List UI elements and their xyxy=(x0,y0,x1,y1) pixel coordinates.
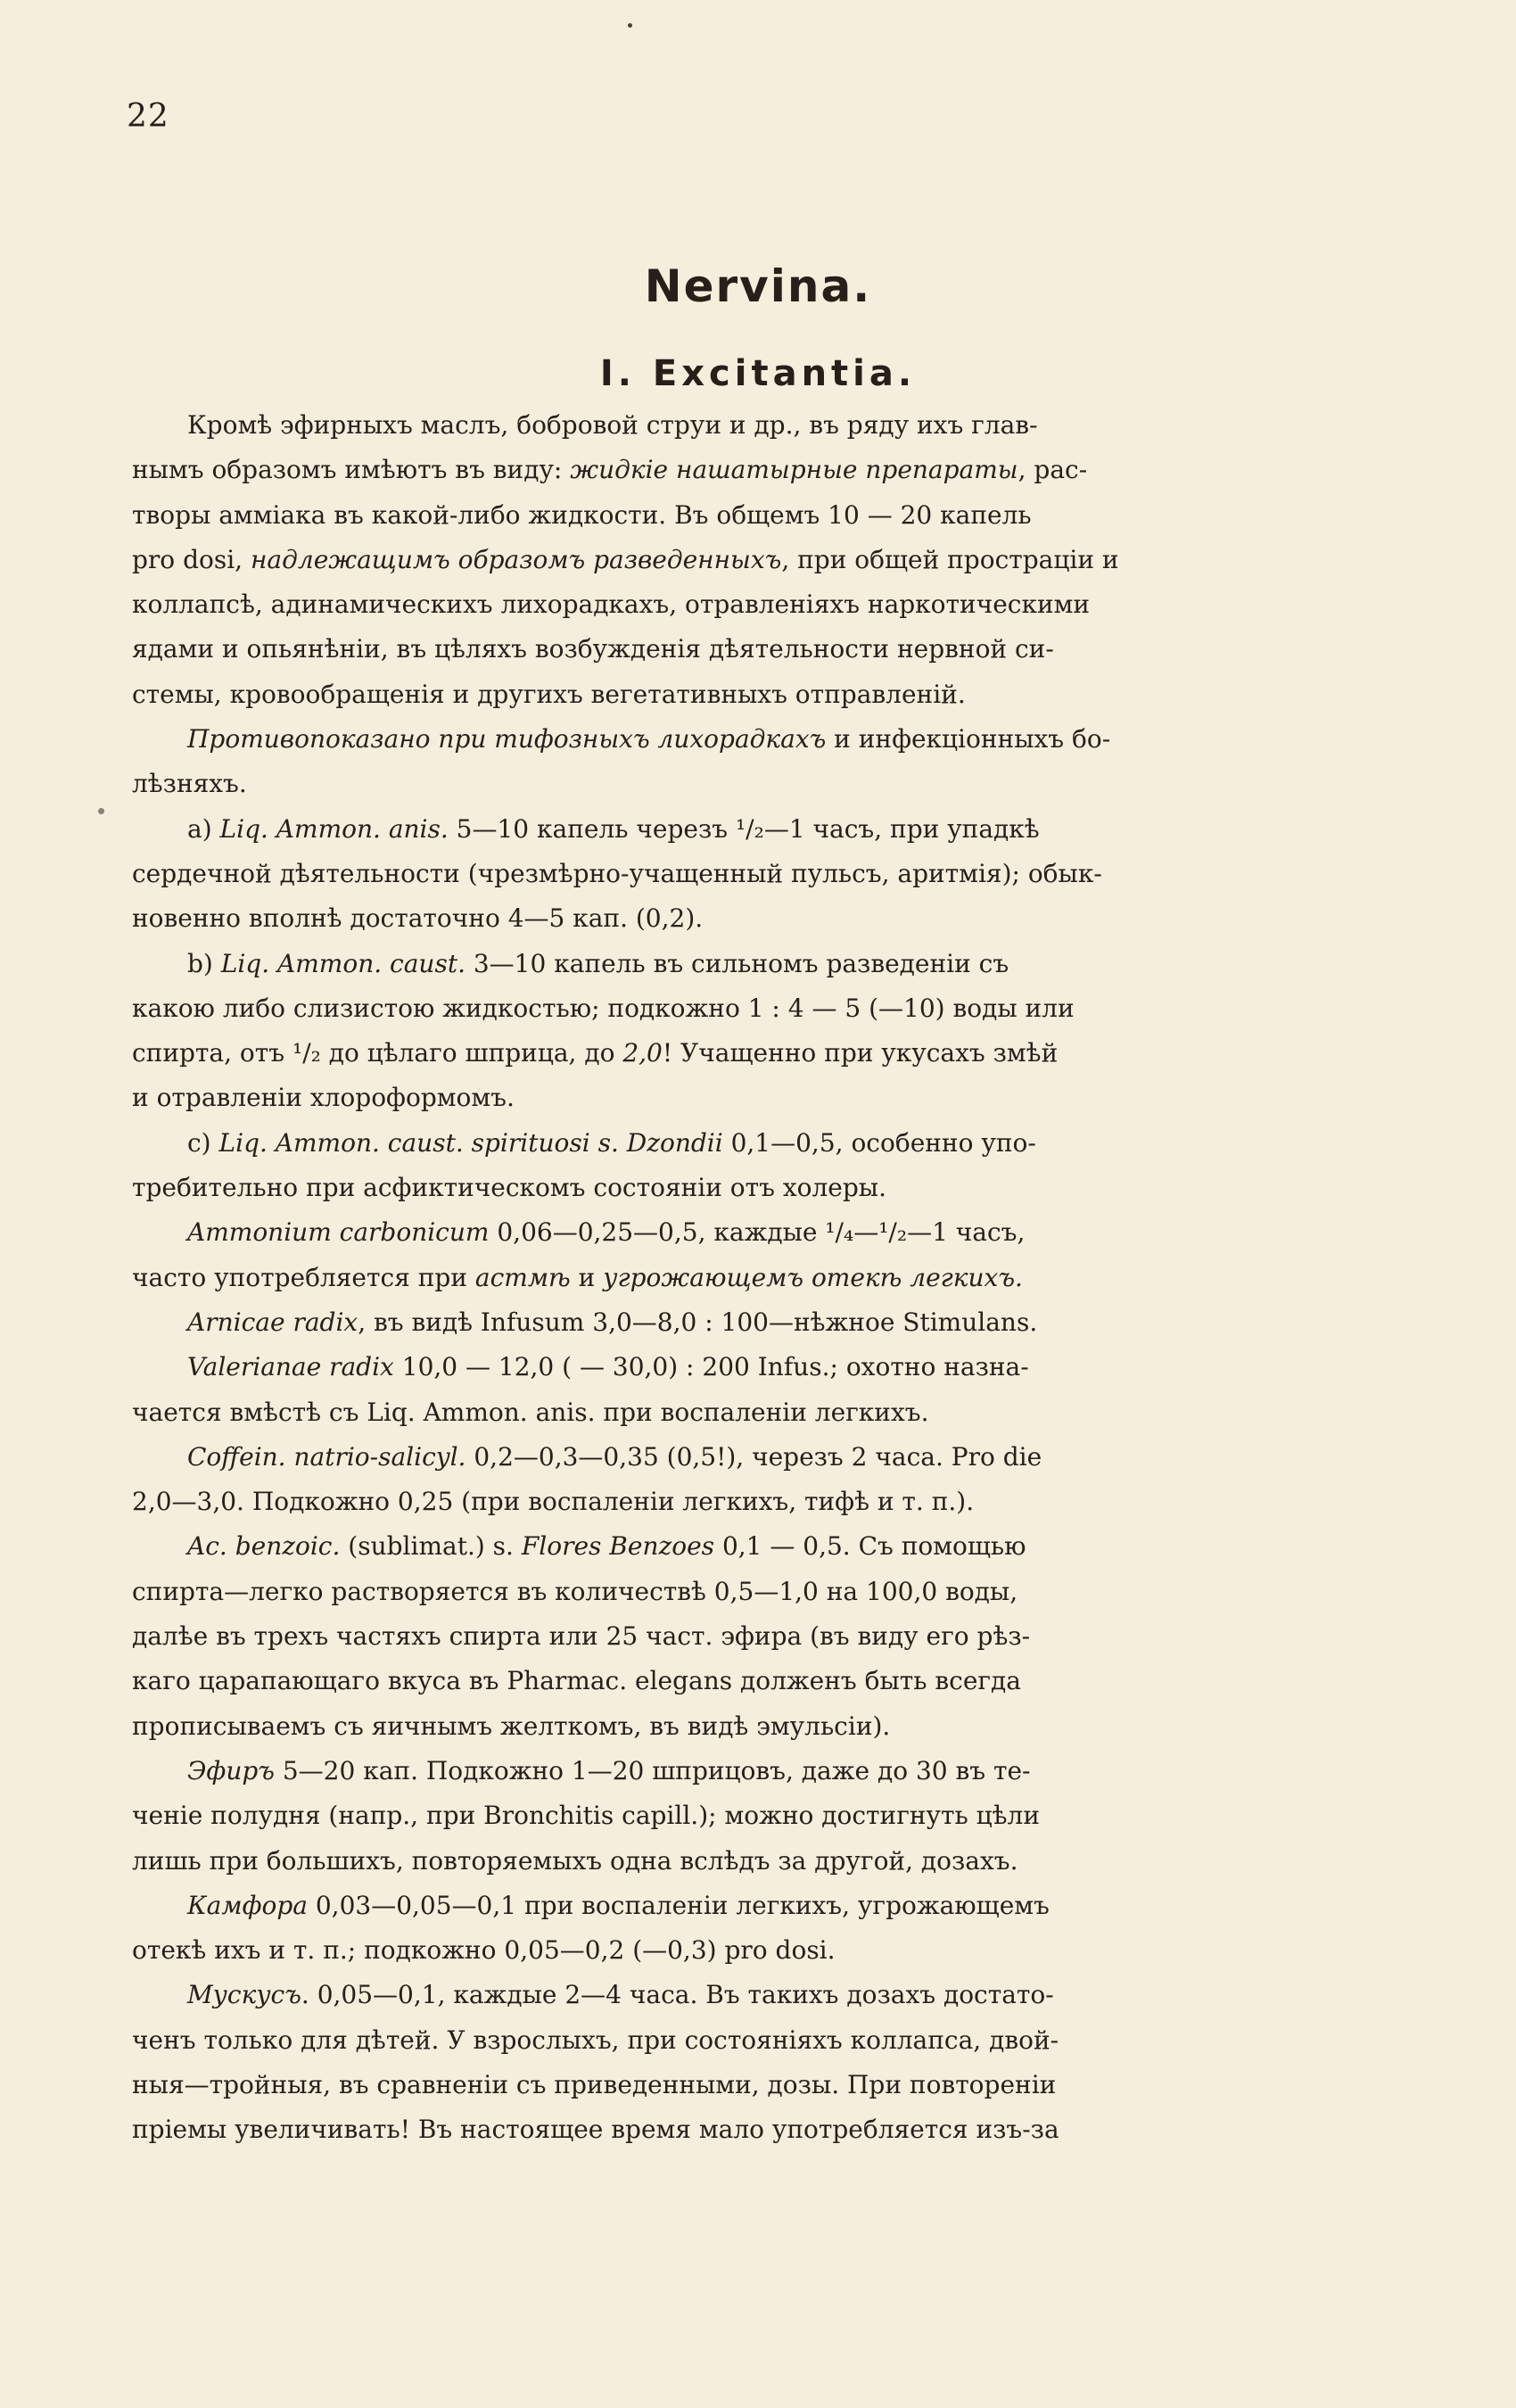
text-run: ныя—тройныя, въ сравненiи съ приведенными, дозы. При повторенiи xyxy=(132,2069,1057,2099)
text-run: 0,03—0,05—0,1 при воспаленiи легкихъ, угрожающемъ xyxy=(307,1890,1050,1920)
paragraph xyxy=(132,1749,1372,1884)
text-run: 0,1 — 0,5. Съ помощью xyxy=(714,1531,1026,1562)
text-line xyxy=(132,852,1372,896)
text-run: ченъ только для дѣтей. У взрослыхъ, при состоянiяхъ коллапса, двой- xyxy=(132,2025,1059,2055)
italic-term: Liq. Ammon. caust. xyxy=(220,948,466,978)
text-line xyxy=(132,1794,1372,1838)
text-run: и инфекцiонныхъ бо- xyxy=(826,724,1111,755)
italic-term: астмѣ xyxy=(474,1262,571,1292)
print-speck xyxy=(628,23,632,28)
paragraph xyxy=(132,942,1372,1121)
text-line xyxy=(132,807,1372,852)
text-run: творы амміака въ какой-либо жидкости. Въ общемъ 10 — 20 капель xyxy=(132,499,1032,530)
italic-term: Arnicae radix xyxy=(187,1307,358,1337)
text-line xyxy=(132,1435,1372,1480)
text-run: 5—20 кап. Подкожно 1—20 шприцовъ, даже до 30 въ те- xyxy=(274,1755,1031,1785)
italic-term: Coffein. natrio-salicyl. xyxy=(187,1441,466,1472)
text-line xyxy=(132,448,1372,492)
text-line xyxy=(132,627,1372,672)
paragraph xyxy=(132,1435,1372,1525)
text-run: ченiе полудня (напр., при Bronchitis capill.); можно достигнуть цѣли xyxy=(132,1801,1040,1831)
text-run: прiемы увеличивать! Въ настоящее время мало употребляется изъ-за xyxy=(132,2115,1059,2145)
text-line xyxy=(132,2018,1372,2063)
paragraph xyxy=(132,1884,1372,1974)
text-run: (sublimat.) s. xyxy=(340,1531,522,1562)
text-line xyxy=(132,1570,1372,1614)
text-run: нымъ образомъ имѣютъ въ виду: xyxy=(132,455,571,485)
text-line xyxy=(132,1884,1372,1928)
paragraph xyxy=(132,1121,1372,1211)
text-line xyxy=(132,1973,1372,2017)
text-run: 0,1—0,5, особенно упо- xyxy=(722,1127,1036,1158)
text-line xyxy=(132,582,1372,627)
text-line xyxy=(132,896,1372,941)
text-line xyxy=(132,1928,1372,1973)
italic-term: Эфиръ xyxy=(187,1755,275,1785)
text-run: 0,2—0,3—0,35 (0,5!), черезъ 2 часа. Pro die xyxy=(466,1441,1042,1472)
text-line xyxy=(132,942,1372,986)
text-line xyxy=(132,672,1372,717)
text-run: b) xyxy=(187,948,221,978)
text-run: требительно при асфиктическомъ состоянiи отъ холеры. xyxy=(132,1173,886,1203)
text-run: спирта—легко растворяется въ количествѣ 0,5—1,0 на 100,0 воды, xyxy=(132,1576,1018,1606)
text-line xyxy=(132,1390,1372,1435)
text-run: ! Учащенно при укусахъ змѣй xyxy=(662,1038,1059,1068)
text-line xyxy=(132,1031,1372,1076)
text-run: 5—10 капель черезъ ¹/₂—1 часъ, при упадкѣ xyxy=(448,813,1040,844)
text-run: стемы, кровообращенiя и другихъ вегетативныхъ отправленiй. xyxy=(132,679,966,709)
text-run: спирта, отъ ¹/₂ до цѣлаго шприца, до xyxy=(132,1038,623,1068)
text-line xyxy=(132,1659,1372,1703)
text-run: 3—10 капель въ сильномъ разведенiи съ xyxy=(465,948,1009,978)
text-run: , рас- xyxy=(1018,455,1088,485)
text-run: какою либо слизистою жидкостью; подкожно 1 : 4 — 5 (—10) воды или xyxy=(132,993,1075,1023)
text-line xyxy=(132,1614,1372,1659)
paragraph xyxy=(132,403,1372,717)
paragraph xyxy=(132,717,1372,807)
italic-term: надлежащимъ образомъ разведенныхъ xyxy=(250,544,782,574)
text-run: 0,06—0,25—0,5, каждые ¹/₄—¹/₂—1 часъ, xyxy=(489,1217,1026,1248)
page-number: 22 xyxy=(127,98,169,135)
text-run: 2,0—3,0. Подкожно 0,25 (при воспаленiи легкихъ, тифѣ и т. п.). xyxy=(132,1487,975,1517)
text-run: . 0,05—0,1, каждые 2—4 часа. Въ такихъ дозахъ достато- xyxy=(301,1980,1054,2010)
text-run: c) xyxy=(187,1127,219,1158)
text-line xyxy=(132,1749,1372,1794)
text-line xyxy=(132,1300,1372,1345)
text-line xyxy=(132,1121,1372,1166)
text-run: , въ видѣ Infusum 3,0—8,0 : 100—нѣжное Stimulans. xyxy=(358,1307,1038,1337)
text-run: лѣзняхъ. xyxy=(132,769,247,799)
italic-term: жидкіе нашатырные препараты xyxy=(570,455,1018,485)
paragraph xyxy=(132,807,1372,942)
text-line xyxy=(132,717,1372,762)
margin-mark xyxy=(98,808,104,814)
text-run: чается вмѣстѣ съ Liq. Ammon. anis. при воспаленiи легкихъ. xyxy=(132,1397,929,1427)
text-line xyxy=(132,1166,1372,1210)
text-run: новенно вполнѣ достаточно 4—5 кап. (0,2). xyxy=(132,903,704,934)
paragraph xyxy=(132,1300,1372,1345)
paragraph xyxy=(132,1524,1372,1748)
text-line xyxy=(132,1210,1372,1255)
chapter-title: Nervina. xyxy=(644,260,872,312)
italic-term: Valerianae radix xyxy=(187,1352,394,1382)
text-run: коллапсѣ, адинамическихъ лихорадкахъ, отравленiяхъ наркотическими xyxy=(132,590,1091,620)
text-run: Кромѣ эфирныхъ маслъ, бобровой струи и др., въ ряду ихъ глав- xyxy=(187,410,1038,440)
text-line xyxy=(132,493,1372,538)
italic-term: Камфора xyxy=(187,1890,308,1920)
text-line xyxy=(132,403,1372,448)
italic-term: Противопоказано при тифозныхъ лихорадкахъ xyxy=(187,724,827,755)
text-run: , при общей прострацiи и xyxy=(781,544,1119,574)
text-run: ядами и опьянѣнiи, въ цѣляхъ возбужденiя дѣятельности нервной си- xyxy=(132,634,1054,664)
text-line xyxy=(132,1076,1372,1120)
text-line xyxy=(132,1345,1372,1390)
italic-term: Мускусъ xyxy=(187,1980,301,2010)
text-run: прописываемъ съ яичнымъ желткомъ, въ видѣ эмульсiи). xyxy=(132,1711,891,1741)
italic-term: угрожающемъ отекѣ легкихъ. xyxy=(603,1262,1023,1292)
text-run: далѣе въ трехъ частяхъ спирта или 25 част. эфира (въ виду его рѣз- xyxy=(132,1621,1031,1652)
text-line xyxy=(132,1839,1372,1884)
italic-term: Flores Benzoes xyxy=(521,1531,715,1562)
text-run: и xyxy=(570,1262,604,1292)
text-line xyxy=(132,2063,1372,2107)
text-line xyxy=(132,1480,1372,1524)
text-run: и отравленiи хлороформомъ. xyxy=(132,1083,515,1113)
text-run: pro dosi, xyxy=(132,544,251,574)
text-run: сердечной дѣятельности (чрезмѣрно-учащенный пульсъ, аритмiя); обык- xyxy=(132,858,1102,888)
text-run: часто употребляется при xyxy=(132,1262,475,1292)
text-line xyxy=(132,2107,1372,2152)
paragraph xyxy=(132,1973,1372,2152)
italic-term: Ammonium carbonicum xyxy=(187,1217,490,1248)
italic-term: Liq. Ammon. caust. spirituosi s. Dzondii xyxy=(218,1127,723,1158)
text-run: a) xyxy=(187,813,220,844)
text-line xyxy=(132,538,1372,582)
text-run: 10,0 — 12,0 ( — 30,0) : 200 Infus.; охотно назна- xyxy=(393,1352,1029,1382)
paragraph xyxy=(132,1210,1372,1300)
section-heading: I. Excitantia. xyxy=(599,353,917,394)
text-run: каго царапающаго вкуса въ Pharmac. elegans долженъ быть всегда xyxy=(132,1666,1021,1696)
text-run: отекѣ ихъ и т. п.; подкожно 0,05—0,2 (—0,3) pro dosi. xyxy=(132,1935,836,1966)
text-line xyxy=(132,762,1372,806)
text-line xyxy=(132,1704,1372,1749)
italic-term: 2,0 xyxy=(622,1038,663,1068)
text-line xyxy=(132,1256,1372,1300)
italic-term: Ac. benzoic. xyxy=(187,1531,341,1562)
text-line xyxy=(132,986,1372,1031)
text-line xyxy=(132,1524,1372,1569)
text-run: лишь при большихъ, повторяемыхъ одна вслѣдъ за другой, дозахъ. xyxy=(132,1845,1018,1876)
body-text xyxy=(132,403,1372,2153)
paragraph xyxy=(132,1345,1372,1435)
italic-term: Liq. Ammon. anis. xyxy=(219,813,449,844)
